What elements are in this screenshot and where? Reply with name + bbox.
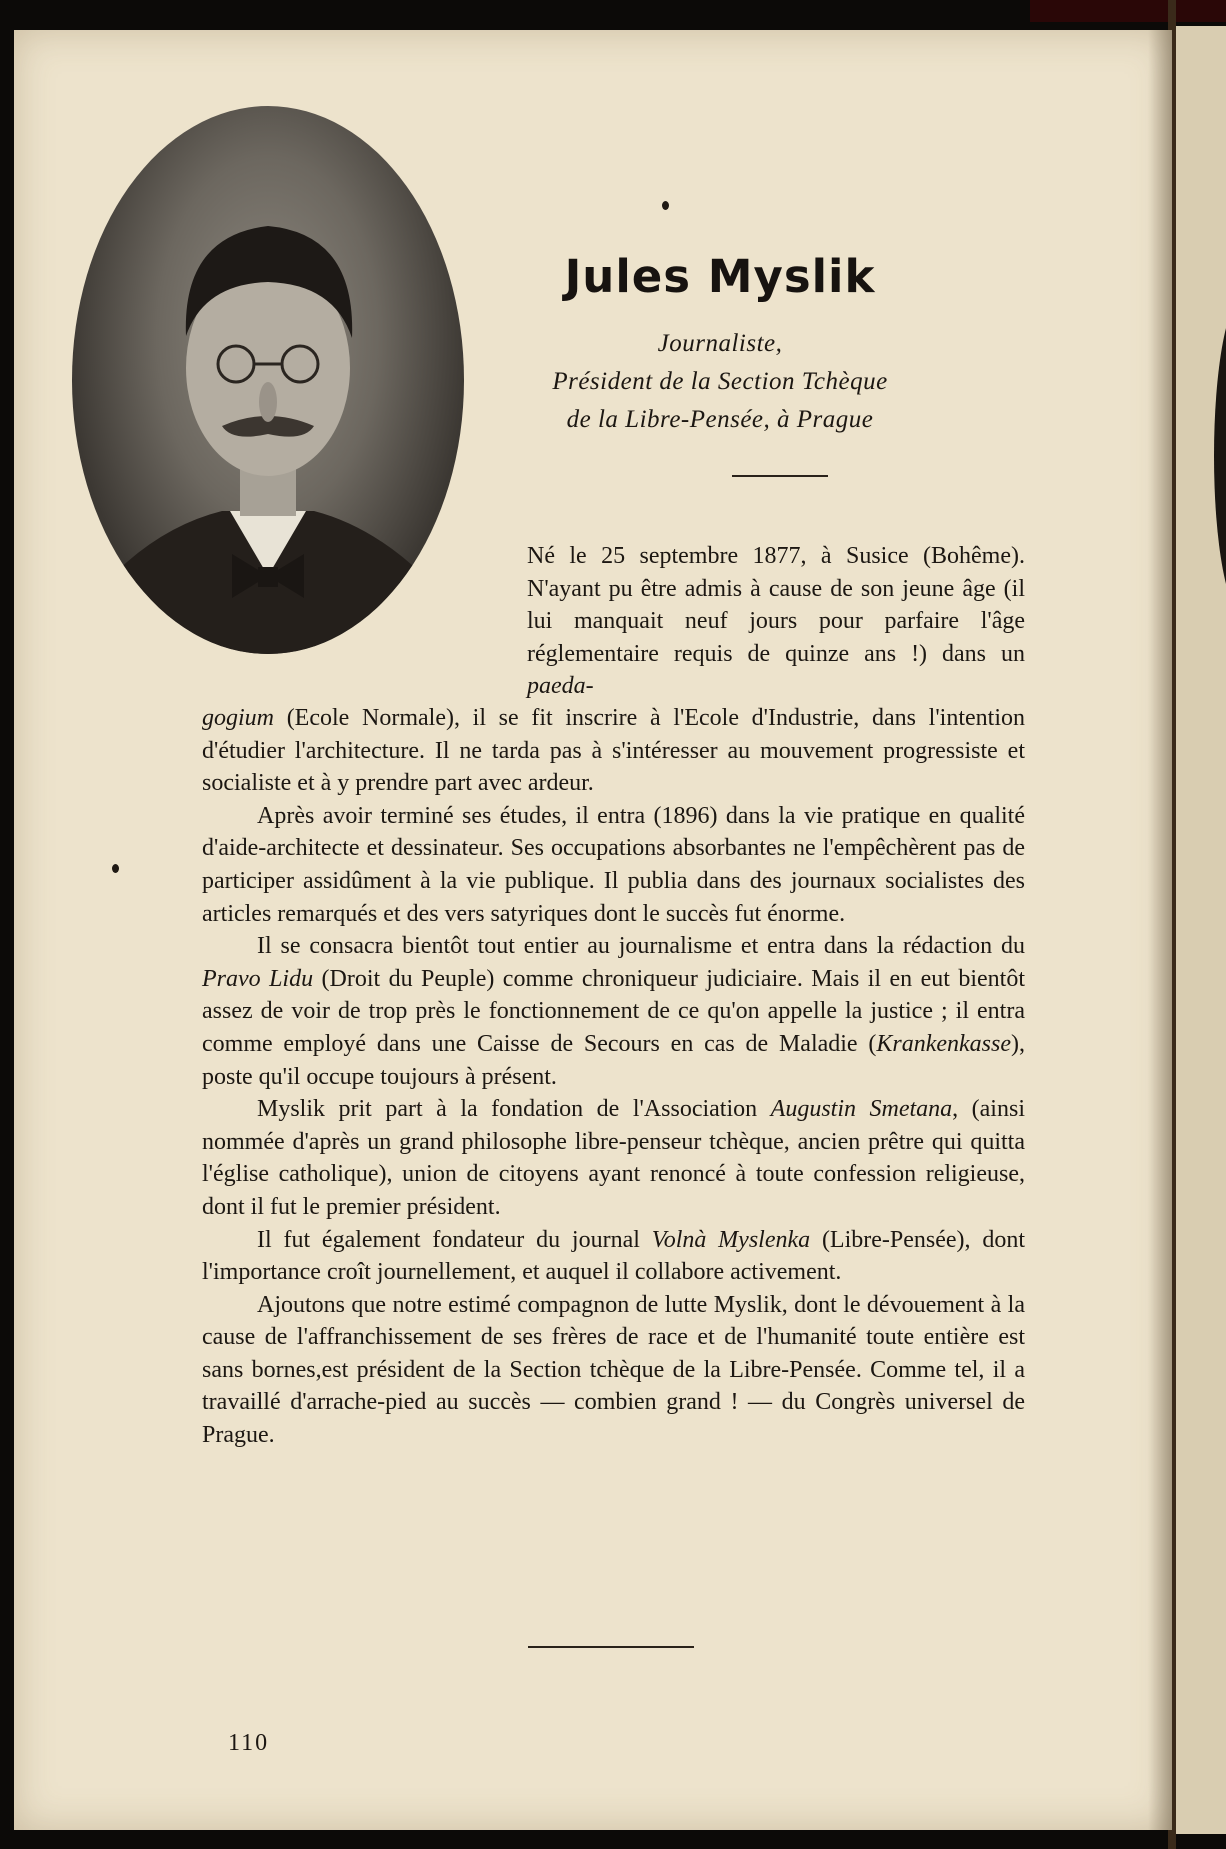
person-name: Jules Myslik (564, 250, 876, 303)
para4-text-a: Myslik prit part à la fondation de l'Association (257, 1096, 771, 1123)
para5-text-a: Il fut également fondateur du journal (257, 1226, 652, 1253)
para1-italic: gogium (202, 705, 274, 731)
paragraph-5 (202, 1224, 1025, 1289)
paragraph-6: Ajoutons que notre estimé compagnon de lutte Myslik, dont le dévouement à la cause de l'affranchissement de ses frères de race et de l'humanité toute entière est sans bornes,est président de la Section tchèque de la Libre-Pensée. Comme tel, il a travaillé d'arrache-pied au succès — combien grand ! — du Congrès universel de Prague. (202, 1291, 1025, 1449)
paragraph-3 (202, 930, 1025, 1093)
heading-block (520, 250, 920, 439)
ink-speck (662, 201, 669, 210)
para3-text-c: ), poste qu'il occupe toujours à présent. (202, 1030, 1025, 1090)
para1-text: (Ecole Normale), il se fit inscrire à l'Ecole d'Industrie, dans l'intention d'étudier l'architecture. Il ne tarda pas à s'intéresser au mouvement progressiste et socialiste et à y prendre part avec ardeur. (202, 705, 1025, 797)
adjacent-portrait-edge (1214, 296, 1226, 616)
biography-text (202, 702, 1025, 1452)
separator-rule (732, 475, 828, 477)
binding-tab (1030, 0, 1226, 22)
intro-paragraph (527, 540, 1025, 703)
intro-text: Né le 25 septembre 1877, à Susice (Bohême). N'ayant pu être admis à cause de son jeune âge (il lui manquait neuf jours pour parfaire l'âge réglementaire requis de quinze ans !) dans un (527, 543, 1025, 667)
para5-text-b: (Libre-Pensée), dont l'importance croît journellement, et auquel il collabore activement. (202, 1226, 1026, 1286)
paragraph-4 (202, 1093, 1025, 1223)
role-line-2: Président de la Section Tchèque (552, 368, 888, 395)
para3-text-a: Il se consacra bientôt tout entier au journalisme et entra dans la rédaction du (257, 933, 1025, 960)
role-line-1: Journaliste, (657, 330, 783, 357)
journal-title: Volnà Myslenka (651, 1226, 811, 1253)
para3-text-b: (Droit du Peuple) comme chroniqueur judiciaire. Mais il en eut bientôt assez de voir de trop près le fonctionnement de ce qu'on appelle la justice ; il entra comme employé dans une Caisse de Secours en cas de Maladie ( (202, 965, 1025, 1057)
krankenkasse-term: Krankenkasse (876, 1030, 1011, 1057)
page-number: 110 (228, 1730, 270, 1756)
association-name: Augustin Smetana (770, 1096, 953, 1123)
newspaper-title-pravo-lidu: Pravo Lidu (202, 965, 314, 992)
paragraph-2: Après avoir terminé ses études, il entra (1896) dans la vie pratique en qualité d'aide-architecte et dessinateur. Ses occupations absorbantes ne l'empêchèrent pas de participer assidûment à la vie publique. Il publia dans des journaux socialistes des articles remarqués et des vers satyriques dont le succès fut énorme. (202, 802, 1025, 927)
intro-italic: paeda- (527, 673, 594, 700)
portrait-figure (72, 106, 464, 654)
adjacent-page-edge (1174, 26, 1226, 1834)
ink-speck (112, 864, 119, 873)
para4-text-b: , (ainsi nommée d'après un grand philosophe libre-penseur tchèque, ancien prêtre qui quitta l'église catholique), union de citoyens ayant renoncé à toute confession religieuse, dont il fut le premier président. (202, 1096, 1025, 1220)
end-rule (528, 1646, 694, 1648)
role-line-3: de la Libre-Pensée, à Prague (566, 406, 874, 433)
paragraph-1 (202, 702, 1025, 800)
portrait-photo (72, 106, 464, 654)
